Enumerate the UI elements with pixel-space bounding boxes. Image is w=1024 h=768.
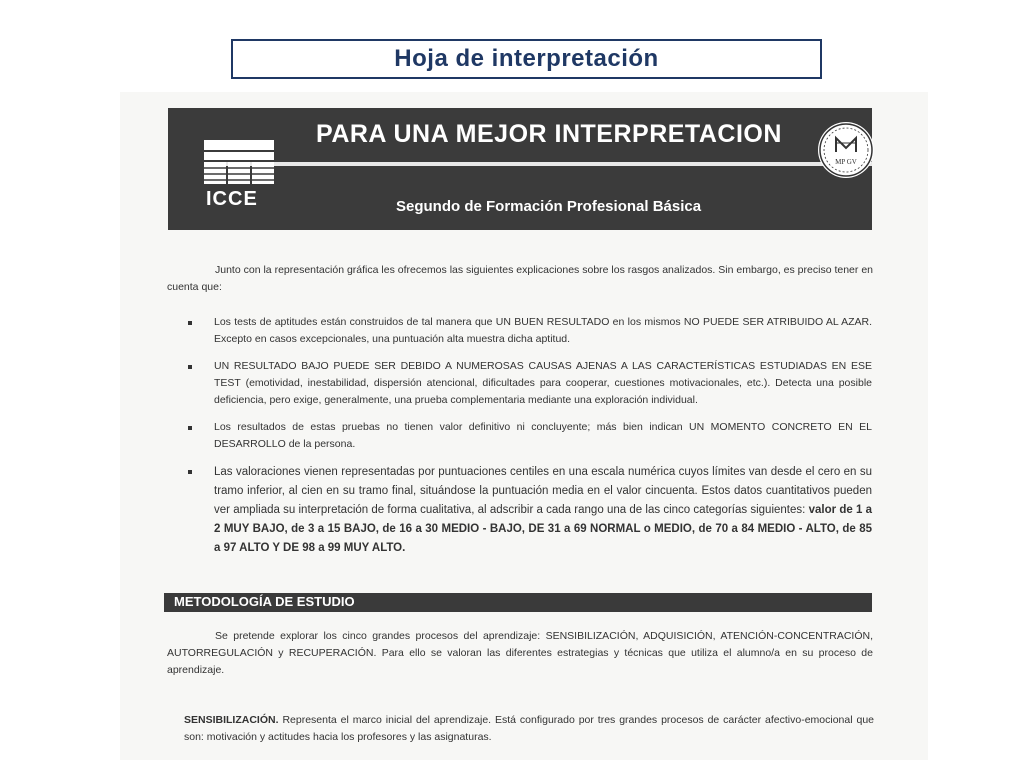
scanned-document bbox=[120, 92, 928, 760]
sens-label: SENSIBILIZACIÓN. bbox=[184, 714, 279, 726]
bullet4-text: Las valoraciones vienen representadas por puntuaciones centiles en una escala numérica cuyos límites van desde el cero en su tramo inferior, al cien en su tramo final, situándose la puntuación media en el valor cincuenta. Estos datos cuantitativos pueden ver ampliada su interpretación de forma cualitativa, al adscribir a cada rango una de las cinco categorías siguientes: bbox=[214, 466, 872, 516]
school-seal-icon bbox=[818, 122, 874, 178]
logo-text: ICCE bbox=[206, 188, 258, 210]
slide-title bbox=[231, 39, 822, 79]
intro-paragraph: Junto con la representación gráfica les ofrecemos las siguientes explicaciones sobre los rasgos analizados. Sin embargo, es preciso tener en cuenta que: bbox=[167, 264, 873, 293]
list-item: Los tests de aptitudes están construidos de tal manera que UN BUEN RESULTADO en los mismos NO PUEDE SER ATRIBUIDO AL AZAR. Excepto en casos excepcionales, una puntuación alta muestra dicha aptitud. bbox=[180, 314, 872, 348]
list-item: UN RESULTADO BAJO PUEDE SER DEBIDO A NUMEROSAS CAUSAS AJENAS A LAS CARACTERÍSTICAS ESTUDIADAS EN ESE TEST (emotividad, inestabilidad, dispersión atencional, dificultades para cooperar, cuestiones motivacionales, etc.). Detecta una posible deficiencia, pero exige, generalmente, una prueba complementaria mediante una exploración individual. bbox=[180, 358, 872, 409]
banner-stripe bbox=[218, 162, 872, 166]
section-header bbox=[164, 593, 872, 612]
svg-text:MP GV: MP GV bbox=[835, 158, 857, 166]
banner-title: PARA UNA MEJOR INTERPRETACION bbox=[316, 120, 782, 148]
method-paragraph: Se pretende explorar los cinco grandes procesos del aprendizaje: SENSIBILIZACIÓN, ADQUISICIÓN, ATENCIÓN-CONCENTRACIÓN, AUTORREGULACIÓN y RECUPERACIÓN. Para ello se valoran las diferentes estrategias y técnicas que utiliza el alumno/a en su proceso de aprendizaje. bbox=[167, 630, 873, 676]
bullet-list bbox=[180, 314, 872, 568]
sens-text: Representa el marco inicial del aprendizaje. Está configurado por tres grandes procesos de carácter afectivo-emocional que son: motivación y actitudes hacia los profesores y las asignaturas. bbox=[184, 714, 874, 743]
slide-title-text: Hoja de interpretación bbox=[394, 45, 659, 72]
list-item: Los resultados de estas pruebas no tienen valor definitivo ni concluyente; más bien indican UN MOMENTO CONCRETO EN EL DESARROLLO de la persona. bbox=[180, 419, 872, 453]
banner-subtitle: Segundo de Formación Profesional Básica bbox=[396, 198, 702, 215]
header-banner bbox=[168, 108, 872, 230]
bullet4-categories: valor de 1 a 2 MUY BAJO, de 3 a 15 BAJO, de 16 a 30 MEDIO - BAJO, DE 31 a 69 NORMAL o MEDIO, de 70 a 84 MEDIO - ALTO, de 85 a 97 ALTO Y DE 98 a 99 MUY ALTO. bbox=[214, 504, 872, 554]
seal-graphic bbox=[818, 122, 874, 178]
list-item bbox=[180, 463, 872, 558]
sensibilizacion-paragraph bbox=[184, 712, 874, 746]
section-title: METODOLOGÍA DE ESTUDIO bbox=[174, 594, 355, 609]
